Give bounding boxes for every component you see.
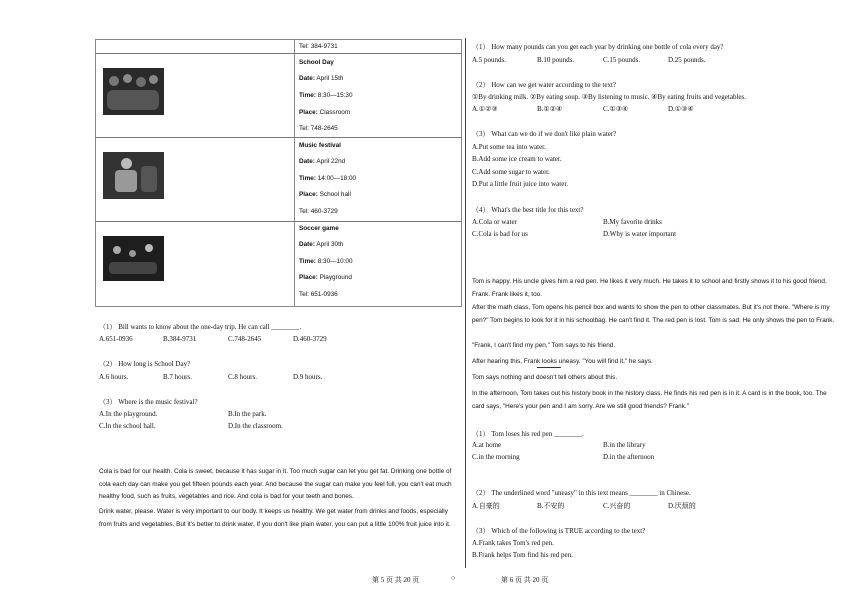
option[interactable]: A.①②③ — [472, 105, 498, 113]
event-name: School Day — [299, 59, 334, 66]
option[interactable]: C.748-2645 — [228, 335, 262, 343]
option[interactable]: C.①③④ — [603, 105, 629, 113]
date-label: Date: — [299, 241, 315, 248]
music-festival-photo — [103, 152, 164, 199]
event-time: 8:30—10:00 — [315, 258, 353, 265]
option[interactable]: B.In the park. — [228, 410, 267, 418]
option[interactable]: D.①③④ — [668, 105, 694, 113]
option[interactable]: D.厌烦的 — [668, 502, 696, 510]
event-name: Soccer game — [299, 225, 339, 232]
option[interactable]: C.15 pounds. — [603, 56, 641, 64]
time-label: Time: — [299, 175, 316, 182]
binding-circle: ○ — [451, 574, 456, 582]
option[interactable]: B.My favorite drinks — [603, 218, 662, 226]
event-time: 14:00—18:00 — [315, 175, 357, 182]
option[interactable]: B.Add some ice cream to water. — [472, 155, 562, 163]
place-label: Place: — [299, 109, 318, 116]
time-label: Time: — [299, 92, 316, 99]
place-label: Place: — [299, 274, 318, 281]
event-tel: Tel: 651-0936 — [299, 291, 338, 298]
table-row-divider — [95, 53, 461, 54]
option[interactable]: B.①②④ — [537, 105, 563, 113]
table-row-divider — [95, 137, 461, 138]
option[interactable]: B.384-9731 — [163, 335, 197, 343]
option[interactable]: A.自豪的 — [472, 502, 500, 510]
event-tel: Tel: 460-3729 — [299, 208, 338, 215]
option[interactable]: C.Add some sugar to water. — [472, 168, 550, 176]
question-stem: （1） How many pounds can you get each year by drinking one bottle of cola every day? — [472, 43, 724, 51]
event-date: April 30th — [314, 241, 344, 248]
option[interactable]: D.Put a little fruit juice into water. — [472, 180, 569, 188]
event-time: 8:30—15:30 — [315, 92, 353, 99]
option[interactable]: A.Put some tea into water. — [472, 143, 546, 151]
top-tel: Tel: 384-9731 — [299, 43, 338, 50]
choice-line: ①By drinking milk. ②By eating soup. ③By listening to music. ④By eating fruits and vegetables. — [472, 93, 746, 101]
school-day-photo — [103, 68, 164, 115]
uneasy-underline — [537, 367, 561, 368]
option[interactable]: B.不安的 — [537, 502, 565, 510]
option[interactable]: D.460-3729 — [293, 335, 327, 343]
option[interactable]: C.8 hours. — [228, 373, 257, 381]
page-number-right: 第 6 页 共 20 页 — [501, 576, 549, 584]
question-stem: （2） How long is School Day? — [99, 360, 191, 368]
option[interactable]: C.兴奋的 — [603, 502, 631, 510]
option[interactable]: D.In the classroom. — [228, 422, 283, 430]
event-place: Playground — [317, 274, 352, 281]
table-column-divider — [294, 39, 295, 306]
option[interactable]: A.In the playground. — [99, 410, 158, 418]
question-stem: （1） Tom loses his red pen ________. — [472, 430, 584, 438]
question-stem: （1） Bill wants to know about the one-day trip. He can call ________. — [99, 323, 302, 331]
question-stem: （3） Which of the following is TRUE according to the text? — [472, 527, 646, 535]
option[interactable]: C.Cola is bad for us — [472, 230, 528, 238]
time-label: Time: — [299, 258, 316, 265]
option[interactable]: B.10 pounds. — [537, 56, 575, 64]
question-stem: （3） What can we do if we don't like plain water? — [472, 130, 617, 138]
event-place: Classroom — [317, 109, 351, 116]
event-name: Music festival — [299, 142, 341, 149]
page-number-left: 第 5 页 共 20 页 — [372, 576, 420, 584]
question-stem: （4） What's the best title for this text? — [472, 206, 584, 214]
date-label: Date: — [299, 75, 315, 82]
option[interactable]: A.5 pounds. — [472, 56, 507, 64]
passage-paragraph: Cola is bad for our health. Cola is sweet, because it has sugar in it. Too much sugar can let you get fat. Drinking one bottle of cola each day can make you get fifteen pounds each year. And because the sugar can make you feel full, you can't eat much healthy food, such as fruits, vegetables and rice. And cola is bad for your teeth and bones. — [99, 468, 452, 501]
event-place: School hall — [317, 191, 351, 198]
event-date: April 22nd — [314, 158, 346, 165]
place-label: Place: — [299, 191, 318, 198]
option[interactable]: A.651-0936 — [99, 335, 133, 343]
option[interactable]: C.In the school hall. — [99, 422, 156, 430]
question-stem: （2） The underlined word "uneasy" in this text means ________ in Chinese. — [472, 489, 691, 497]
soccer-game-photo — [103, 236, 164, 281]
option[interactable]: A.6 hours. — [99, 373, 129, 381]
option[interactable]: B.in the library — [603, 441, 646, 449]
passage-paragraph: "Frank, I can't find my pen," Tom says to his friend. — [472, 342, 616, 349]
question-stem: （2） How can we get water according to the text? — [472, 81, 617, 89]
passage-paragraph: In the afternoon, Tom takes out his history book in the history class. He finds his red pen is in it. A card is in the book, too. The card says, "Here's your pen and I am sorry. Are we still good friends? Frank." — [472, 390, 827, 410]
event-date: April 15th — [314, 75, 344, 82]
option[interactable]: A.Cola or water — [472, 218, 517, 226]
passage-paragraph: After hearing this, Frank looks uneasy. "You will find it," he says. — [472, 358, 653, 365]
passage-paragraph: After the math class, Tom opens his pencil box and wants to show the pen to other classmates. But it's not there. "Where is my pen?" Tom begins to look for it in his schoolbag. He can't find it. The red pen is lost. Tom is sad. He only shows the pen to Frank. — [472, 304, 835, 324]
passage-paragraph: Tom says nothing and doesn't tell others about this. — [472, 374, 618, 381]
option[interactable]: D.9 hours. — [293, 373, 323, 381]
option[interactable]: A.at home — [472, 441, 502, 449]
event-tel: Tel: 748-2645 — [299, 125, 338, 132]
option[interactable]: D.25 pounds. — [668, 56, 706, 64]
option[interactable]: B.Frank helps Tom find his red pen. — [472, 551, 573, 559]
option[interactable]: C.in the morning — [472, 453, 520, 461]
option[interactable]: A.Frank takes Tom's red pen. — [472, 539, 554, 547]
passage-paragraph: Drink water, please. Water is very important to our body. It keeps us healthy. We get water from drinks and foods, especially from fruits and vegetables. But it's better to drink water. If you don't like plain water, you can put a little 100% fruit juice into it. — [99, 508, 451, 528]
passage-paragraph: Tom is happy. His uncle gives him a red pen. He likes it very much. He takes it to school and firstly shows it to his good friend, Frank. Frank likes it, too. — [472, 278, 827, 298]
date-label: Date: — [299, 158, 315, 165]
option[interactable]: D.Why is water important — [603, 230, 677, 238]
page-divider — [465, 38, 466, 568]
question-stem: （3） Where is the music festival? — [99, 398, 198, 406]
table-row-divider — [95, 221, 461, 222]
option[interactable]: B.7 hours. — [163, 373, 192, 381]
option[interactable]: D.in the afternoon — [603, 453, 655, 461]
